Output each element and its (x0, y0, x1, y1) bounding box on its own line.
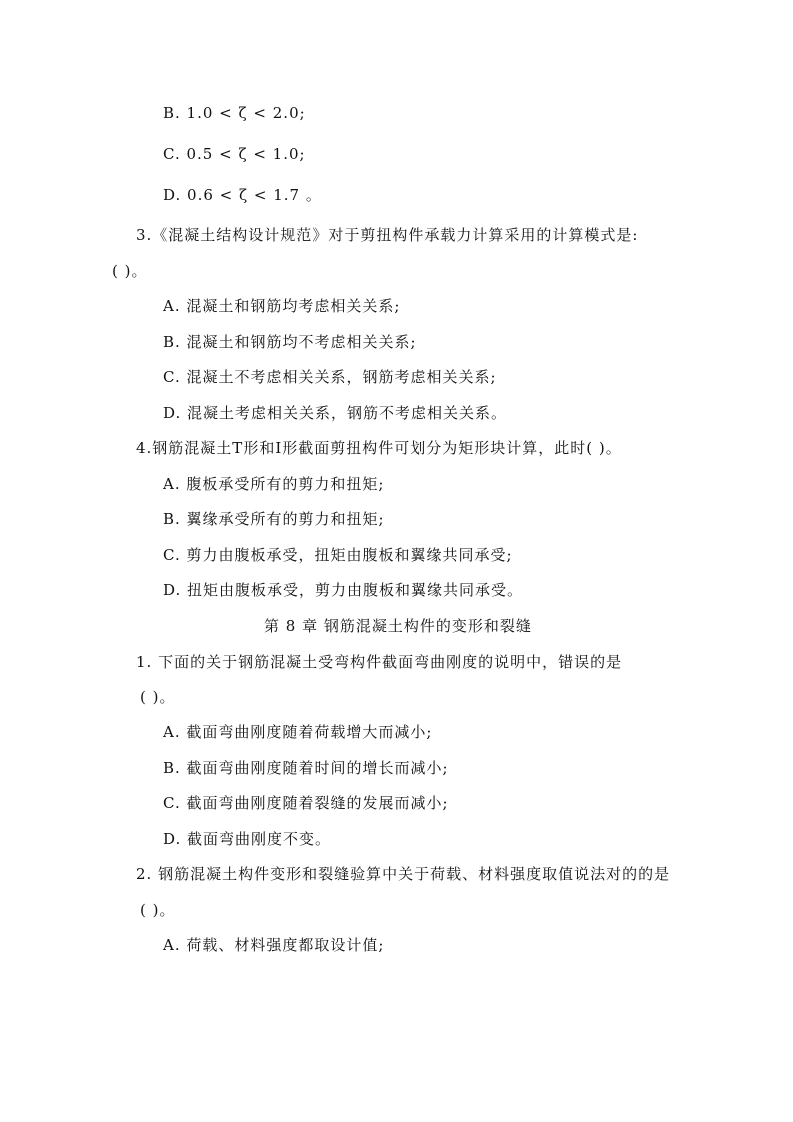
question-4-option-d: D. 扭矩由腹板承受，剪力由腹板和翼缘共同承受。 (163, 581, 524, 599)
chapter8-question-1-option-a: A. 截面弯曲刚度随着荷载增大而减小; (163, 723, 433, 741)
chapter8-question-1-option-b: B. 截面弯曲刚度随着时间的增长而减小; (163, 759, 449, 777)
question-3-option-b: B. 混凝土和钢筋均不考虑相关关系; (163, 333, 417, 351)
question-3: 3.《混凝土结构设计规范》对于剪扭构件承载力计算采用的计算模式是: (136, 226, 639, 244)
question-4-option-c: C. 剪力由腹板承受，扭矩由腹板和翼缘共同承受; (163, 546, 513, 564)
chapter8-question-1: 1. 下面的关于钢筋混凝土受弯构件截面弯曲刚度的说明中，错误的是 (136, 653, 623, 671)
question-3-blank: ( )。 (112, 262, 148, 280)
chapter-heading: 第 8 章 钢筋混凝土构件的变形和裂缝 (264, 617, 532, 635)
question-4-option-a: A. 腹板承受所有的剪力和扭矩; (163, 475, 385, 493)
option-d-zeta: D. 0.6 < ζ < 1.7 。 (163, 186, 322, 204)
chapter8-question-1-blank: ( )。 (140, 688, 176, 706)
chapter8-question-1-option-c: C. 截面弯曲刚度随着裂缝的发展而减小; (163, 794, 449, 812)
question-3-option-a: A. 混凝土和钢筋均考虑相关关系; (163, 297, 401, 315)
chapter8-question-2: 2. 钢筋混凝土构件变形和裂缝验算中关于荷载、材料强度取值说法对的的是 (136, 865, 671, 883)
question-4-option-b: B. 翼缘承受所有的剪力和扭矩; (163, 510, 385, 528)
option-c-zeta: C. 0.5 < ζ < 1.0; (163, 145, 306, 163)
question-3-option-d: D. 混凝土考虑相关关系，钢筋不考虑相关关系。 (163, 404, 508, 422)
question-3-option-c: C. 混凝土不考虑相关关系，钢筋考虑相关关系; (163, 368, 497, 386)
question-4: 4.钢筋混凝土T形和I形截面剪扭构件可划分为矩形块计算，此时( )。 (136, 439, 622, 457)
chapter8-question-2-blank: ( )。 (140, 901, 176, 919)
chapter8-question-2-option-a: A. 荷载、材料强度都取设计值; (163, 936, 385, 954)
option-b-zeta: B. 1.0 < ζ < 2.0; (163, 104, 306, 122)
chapter8-question-1-option-d: D. 截面弯曲刚度不变。 (163, 830, 332, 848)
